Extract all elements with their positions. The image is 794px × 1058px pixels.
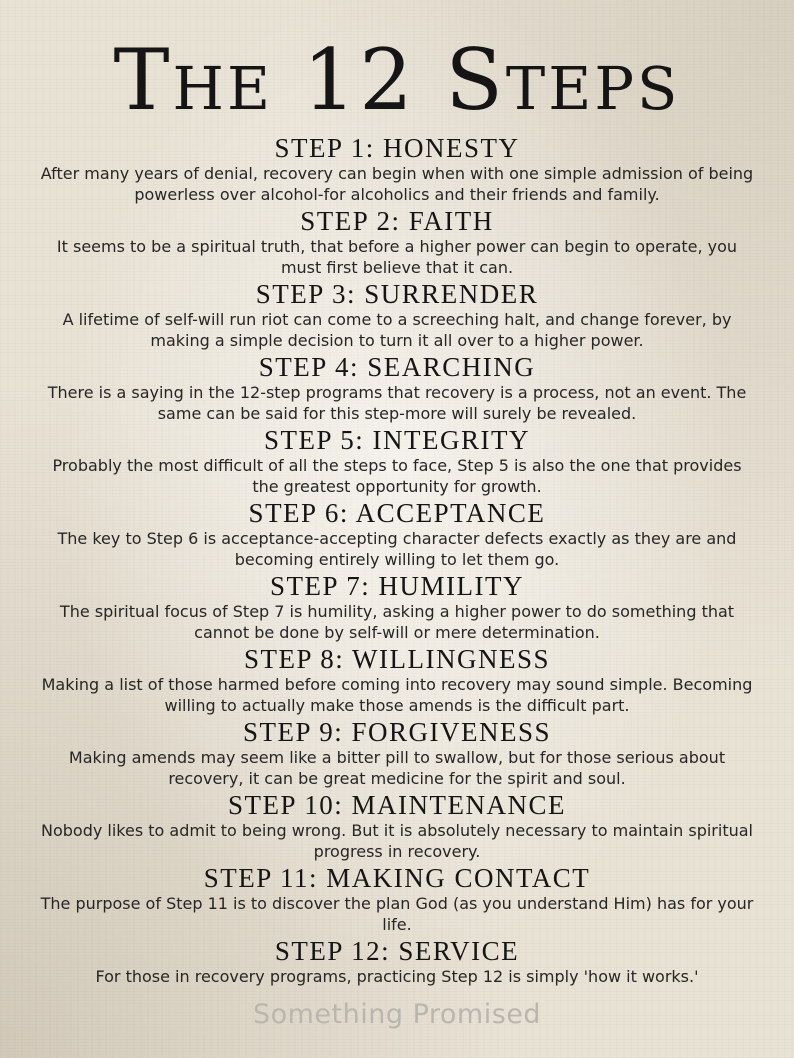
step-heading: STEP 3: SURRENDER (255, 279, 539, 309)
step-1 (40, 133, 754, 206)
step-description: Probably the most difficult of all the steps to face, Step 5 is also the one that provides the greatest opportunity for growth. (52, 456, 742, 496)
step-description: The purpose of Step 11 is to discover the plan God (as you understand Him) has for your life. (40, 894, 754, 934)
step-description: After many years of denial, recovery can begin when with one simple admission of being powerless over alcohol-for alcoholics and their friends and family. (40, 164, 754, 204)
step-11 (40, 863, 754, 936)
step-heading: STEP 5: INTEGRITY (264, 425, 530, 455)
step-heading: STEP 9: FORGIVENESS (242, 717, 552, 747)
step-description: A lifetime of self-will run riot can come to a screeching halt, and change forever, by making a simple decision to turn it all over to a higher power. (62, 310, 732, 350)
step-description: There is a saying in the 12-step programs that recovery is a process, not an event. The same can be said for this step-more will surely be revealed. (47, 383, 747, 423)
step-description: Making a list of those harmed before coming into recovery may sound simple. Becoming willing to actually make those amends is the difficult part. (41, 675, 753, 715)
watermark-credit: Something Promised (252, 999, 542, 1030)
step-10 (40, 790, 754, 863)
step-description: It seems to be a spiritual truth, that before a higher power can begin to operate, you must first believe that it can. (56, 237, 738, 277)
step-4 (40, 352, 754, 425)
step-6 (40, 498, 754, 571)
step-heading: STEP 6: ACCEPTANCE (248, 498, 546, 528)
step-heading: STEP 2: FAITH (300, 206, 494, 236)
step-description: Making amends may seem like a bitter pill to swallow, but for those serious about recovery, it can be great medicine for the spirit and soul. (68, 748, 726, 788)
step-heading: STEP 8: WILLINGNESS (243, 644, 550, 674)
step-2 (40, 206, 754, 279)
step-description: The spiritual focus of Step 7 is humility, asking a higher power to do something that cannot be done by self-will or mere determination. (59, 602, 735, 642)
step-heading: STEP 4: SEARCHING (258, 352, 536, 382)
step-9 (40, 717, 754, 790)
step-heading: STEP 10: MAINTENANCE (228, 790, 566, 820)
step-description: The key to Step 6 is acceptance-accepting character defects exactly as they are and becoming entirely willing to let them go. (57, 529, 737, 569)
step-3 (40, 279, 754, 352)
step-heading: STEP 1: HONESTY (274, 133, 520, 163)
step-description: Nobody likes to admit to being wrong. But it is absolutely necessary to maintain spiritual progress in recovery. (41, 821, 753, 861)
step-heading: STEP 7: HUMILITY (270, 571, 524, 601)
step-8 (40, 644, 754, 717)
step-5 (40, 425, 754, 498)
step-description: For those in recovery programs, practicing Step 12 is simply 'how it works.' (95, 967, 699, 986)
step-heading: STEP 11: MAKING CONTACT (203, 863, 591, 893)
page-title: The 12 Steps (113, 31, 681, 129)
step-heading: STEP 12: SERVICE (274, 936, 520, 966)
step-7 (40, 571, 754, 644)
steps-list (40, 133, 754, 1009)
